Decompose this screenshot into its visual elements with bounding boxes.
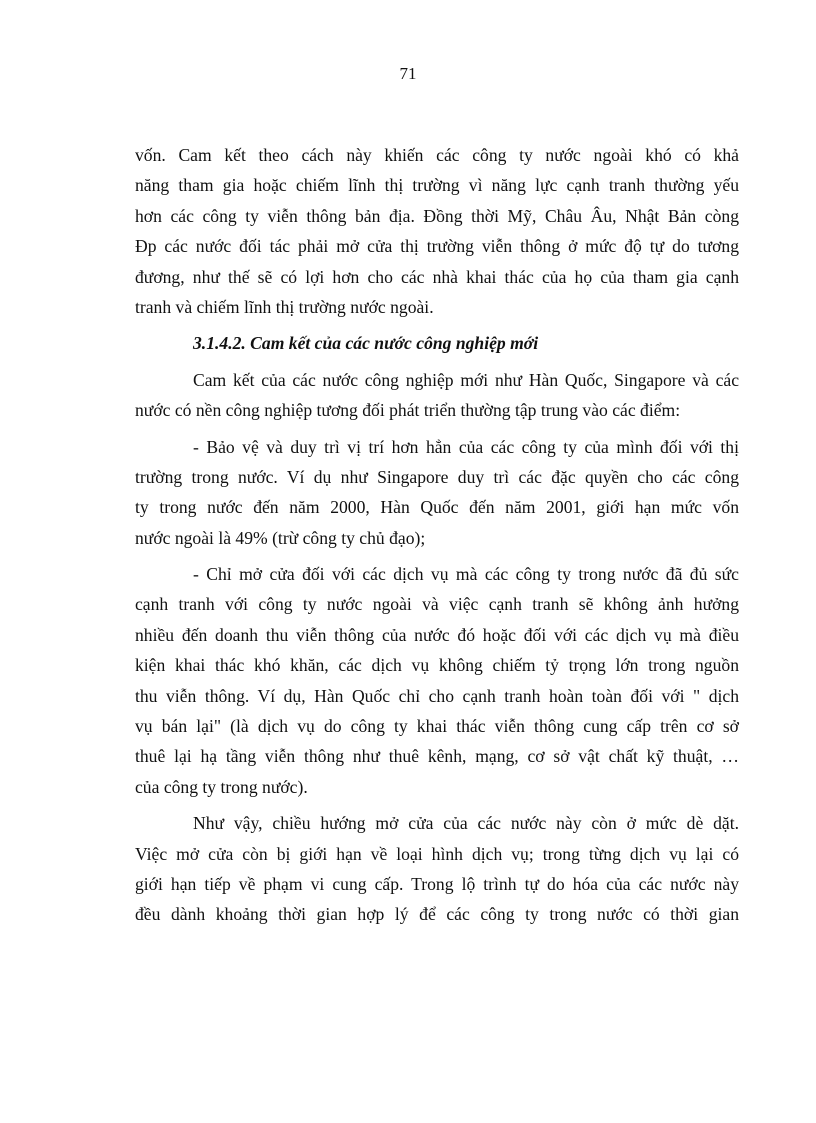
text-line: vốn. Cam kết theo cách này khiến các công ty nước ngoài khó có khả (135, 145, 739, 165)
text-line: - Bảo vệ và duy trì vị trí hơn hẳn của các công ty của mình đối với thị (193, 436, 739, 457)
text-line: Đp các nước đối tác phải mở cửa thị trường viễn thông ở mức độ tự do tương (135, 236, 739, 257)
bullet-paragraph (135, 432, 739, 554)
section-heading-block (135, 328, 739, 358)
text-line: Việc mở cửa còn bị giới hạn về loại hình dịch vụ; trong từng dịch vụ lại có (135, 843, 739, 864)
text-line: nước ngoài là 49% (trừ công ty chủ đạo); (135, 527, 426, 548)
text-line: năng tham gia hoặc chiếm lĩnh thị trường vì năng lực cạnh tranh thường yếu (135, 175, 739, 196)
text-line: đều dành khoảng thời gian hợp lý để các công ty trong nước có thời gian (135, 904, 739, 925)
text-line: nước có nền công nghiệp tương đối phát triển thường tập trung vào các điểm: (135, 400, 681, 421)
paragraph (135, 140, 739, 322)
page-number: 71 (399, 64, 417, 83)
text-line: thuê lại hạ tầng viễn thông như thuê kênh, mạng, cơ sở vật chất kỹ thuật, … (135, 746, 739, 767)
text-line: hơn các công ty viễn thông bản địa. Đồng thời Mỹ, Châu Âu, Nhật Bản còng (135, 205, 739, 226)
bullet-paragraph (135, 559, 739, 802)
section-heading: 3.1.4.2. Cam kết của các nước công nghiệp mới (193, 333, 539, 354)
text-line: của công ty trong nước). (135, 776, 308, 797)
text-line: - Chỉ mở cửa đối với các dịch vụ mà các công ty trong nước đã đủ sức (193, 564, 739, 585)
paragraph (135, 365, 739, 426)
text-line: ty trong nước đến năm 2000, Hàn Quốc đến năm 2001, giới hạn mức vốn (135, 497, 739, 518)
text-line: cạnh tranh với công ty nước ngoài và việc cạnh tranh sẽ không ảnh hưởng (135, 594, 739, 615)
document-body (135, 140, 739, 930)
text-line: vụ bán lại" (là dịch vụ do công ty khai thác viễn thông cung cấp trên cơ sở (135, 716, 739, 737)
text-line: thu viễn thông. Ví dụ, Hàn Quốc chỉ cho cạnh tranh hoàn toàn đối với " dịch (135, 685, 739, 706)
text-line: trường trong nước. Ví dụ như Singapore duy trì các đặc quyền cho các công (135, 466, 739, 487)
text-line: Cam kết của các nước công nghiệp mới như Hàn Quốc, Singapore và các (193, 369, 739, 390)
text-line: nhiều đến doanh thu viễn thông của nước đó hoặc đối với các dịch vụ mà điều (135, 624, 739, 645)
text-line: tranh và chiếm lĩnh thị trường nước ngoài. (135, 296, 434, 317)
text-line: kiện khai thác khó khăn, các dịch vụ không chiếm tỷ trọng lớn trong nguồn (135, 655, 739, 676)
paragraph (135, 808, 739, 930)
text-line: giới hạn tiếp về phạm vi cung cấp. Trong lộ trình tự do hóa của các nước này (135, 873, 739, 894)
text-line: Như vậy, chiều hướng mở cửa của các nước này còn ở mức dè dặt. (193, 813, 739, 834)
text-line: đương, như thế sẽ có lợi hơn cho các nhà khai thác của họ của tham gia cạnh (135, 266, 739, 287)
